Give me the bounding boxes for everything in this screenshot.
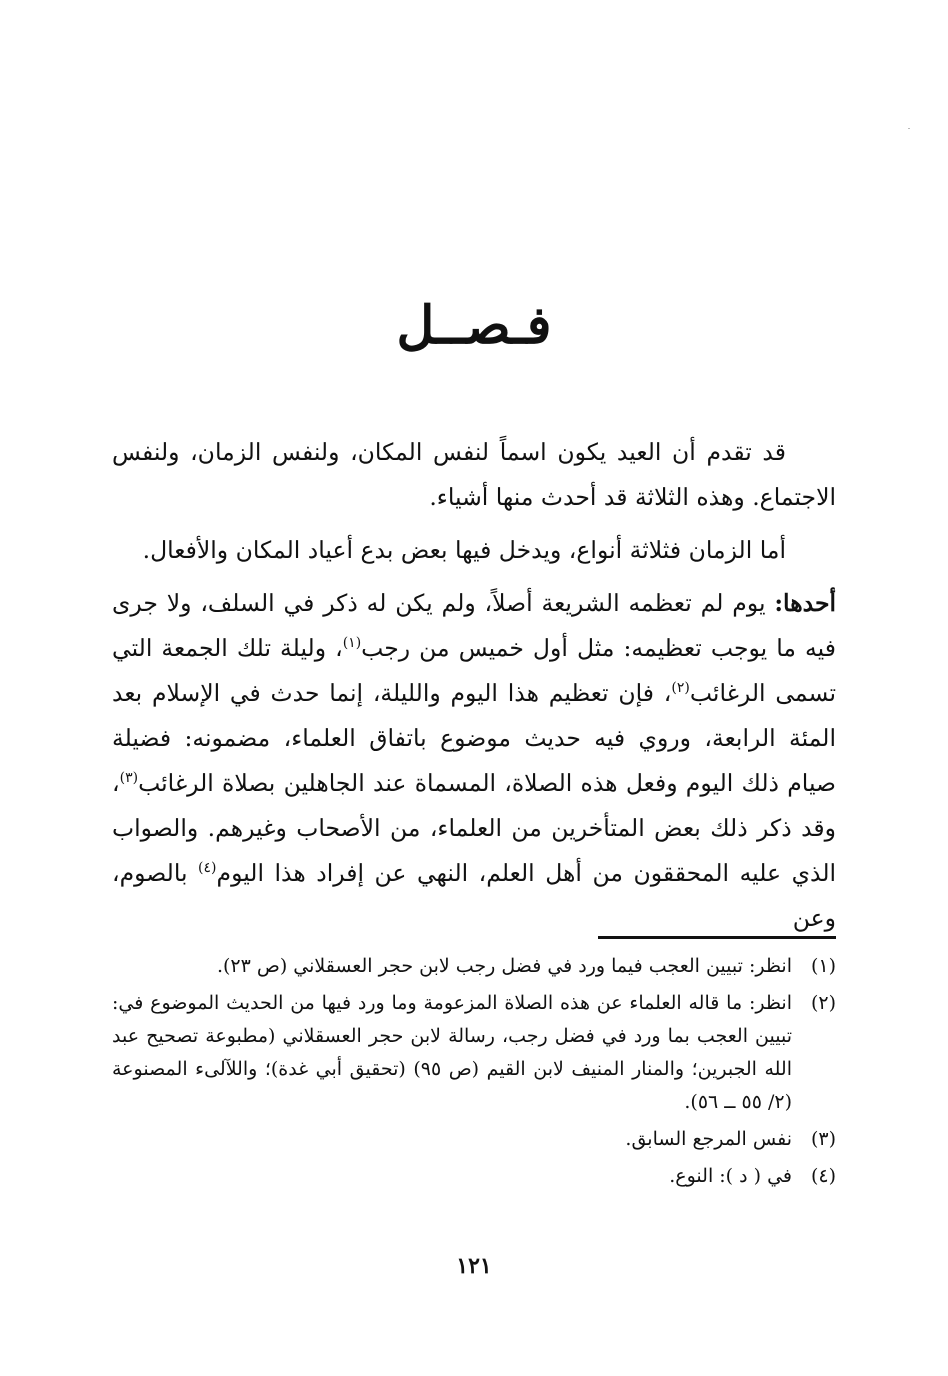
paragraph-segment: ، فإن تعظيم هذا اليوم والليلة، إنما حدث في الإسلام بعد المئة الرابعة، وروي فيه حديث موضوع باتفاق العلماء، مضمونه: فضيلة صيام ذلك اليوم وفعل هذه الصلاة، المسماة عند الجاهلين بصلاة الرغائب <box>112 679 836 797</box>
footnote-ref-2[interactable]: (٢) <box>671 680 690 697</box>
paragraph-1: قد تقدم أن العيد يكون اسماً لنفس المكان، ولنفس الزمان، ولنفس الاجتماع. وهذه الثلاثة قد أحدث منها أشياء. <box>112 438 836 511</box>
footnote-item <box>112 1123 836 1156</box>
chapter-heading: فـصــل <box>396 295 552 356</box>
page-number: ١٢١ <box>456 1253 492 1279</box>
footnotes-section <box>112 950 836 1197</box>
paragraph-segment: ، وقد ذكر ذلك بعض المتأخرين من العلماء، من الأصحاب وغيرهم. والصواب الذي عليه المحققون من أهل العلم، النهي عن إفراد هذا اليوم <box>112 769 837 887</box>
footnote-item <box>112 987 836 1119</box>
footnote-ref-3[interactable]: (٣) <box>119 770 139 787</box>
paragraph-3 <box>112 581 836 941</box>
footnote-text: انظر: ما قاله العلماء عن هذه الصلاة المزعومة وما ورد فيها من الحديث الموضوع في: تبيين العجب بما ورد في فضل رجب، رسالة لابن حجر العسقلاني (مطبوعة تصحيح عبد الله الجبرين؛ والمنار المنيف لابن القيم (ص ٩٥) (تحقيق أبي غدة)؛ واللآلىء المصنوعة (٢/ ٥٥ ــ ٥٦). <box>112 992 792 1113</box>
footnote-ref-1[interactable]: (١) <box>342 635 362 652</box>
paragraph-segment: بالصوم، وعن <box>112 859 836 932</box>
paragraph-segment: ، وليلة تلك الجمعة التي تسمى الرغائب <box>112 634 837 707</box>
footnote-text: نفس المرجع السابق. <box>625 1128 792 1150</box>
footnote-text: انظر: تبيين العجب فيما ورد في فضل رجب لابن حجر العسقلاني (ص ٢٣). <box>216 955 792 977</box>
main-text <box>112 430 836 949</box>
paragraph-lead-word: أحدها: <box>774 589 836 617</box>
scan-speck <box>908 128 910 129</box>
footnote-number: (١) <box>810 955 836 977</box>
footnote-number: (٤) <box>810 1165 836 1187</box>
footnote-item <box>112 950 836 983</box>
paragraph-segment: يوم لم تعظمه الشريعة أصلاً، ولم يكن له ذكر في السلف، ولا جرى فيه ما يوجب تعظيمه: مثل أول خميس من رجب <box>112 589 836 662</box>
paragraph-2: أما الزمان فثلاثة أنواع، ويدخل فيها بعض بدع أعياد المكان والأفعال. <box>142 536 786 564</box>
footnote-text: في ( د ): النوع. <box>669 1165 792 1187</box>
footnote-divider <box>598 936 836 939</box>
footnote-number: (٣) <box>810 1128 836 1150</box>
footnote-ref-4[interactable]: (٤) <box>198 860 217 877</box>
footnote-number: (٢) <box>810 992 836 1014</box>
footnote-item <box>112 1160 836 1193</box>
